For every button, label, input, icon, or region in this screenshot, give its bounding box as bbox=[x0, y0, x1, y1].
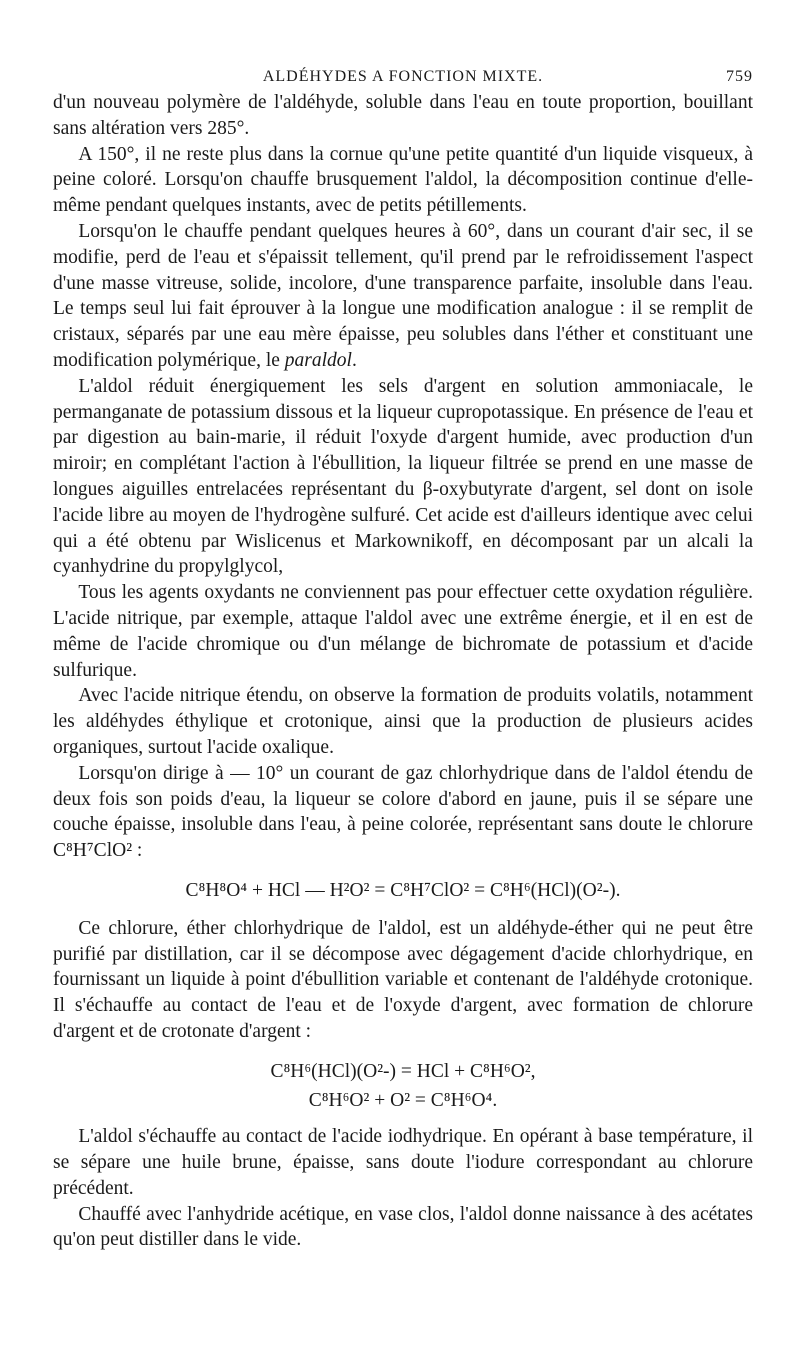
paragraph: Tous les agents oxydants ne conviennent pas pour effectuer cette oxydation régulière. L'acide nitrique, par exemple, attaque l'aldol avec une extrême énergie, et il en est de même de l'acide chromique ou d'un mélange de bichromate de potassium et d'acide sulfurique. bbox=[53, 582, 753, 681]
paragraph: Lorsqu'on dirige à — 10° un courant de gaz chlorhydrique dans de l'aldol étendu de deux fois son poids d'eau, la liqueur se colore d'abord en jaune, puis il se sépare une couche épaisse, insoluble dans l'eau, à peine colorée, représentant sans doute le chlorure C⁸H⁷ClO² : bbox=[53, 762, 753, 862]
paragraph-text: Lorsqu'on le chauffe pendant quelques heures à 60°, dans un courant d'air sec, il se modifie, perd de l'eau et s'épaissit tellement, qu'il prend par le refroidissement l'aspect d'une masse vitreuse, solide, incolore, d'une transparence parfaite, insoluble dans l'eau. Le temps seul lui fait éprouver à la longue une modification analogue : il se remplit de cristaux, séparés par une eau mère épaisse, peu solubles dans l'éther et constituant une modification polymérique, le bbox=[53, 220, 753, 371]
body-text bbox=[53, 90, 753, 1253]
paragraph: d'un nouveau polymère de l'aldéhyde, soluble dans l'eau en toute proportion, bouillant sans altération vers 285°. bbox=[53, 92, 753, 139]
page-number: 759 bbox=[726, 68, 753, 85]
paragraph: Ce chlorure, éther chlorhydrique de l'aldol, est un aldéhyde-éther qui ne peut être purifié par distillation, car il se décompose avec dégagement d'acide chlorhydrique, en fournissant un liquide à point d'ébullition variable et contenant de l'aldéhyde crotonique. Il s'échauffe au contact de l'eau et de l'oxyde d'argent, avec formation de chlorure d'argent et de crotonate d'argent : bbox=[53, 917, 753, 1042]
chemical-formula: C⁸H⁸O⁴ + HCl — H²O² = C⁸H⁷ClO² = C⁸H⁶(HCl)(O²-). bbox=[185, 879, 621, 901]
book-page bbox=[53, 60, 753, 1253]
paragraph-text: . bbox=[351, 349, 357, 371]
italic-term: paraldol bbox=[284, 349, 352, 371]
paragraph: Avec l'acide nitrique étendu, on observe la formation de produits volatils, notamment les aldéhydes éthylique et crotonique, ainsi que la production de plusieurs acides organiques, surtout l'acide oxalique. bbox=[53, 685, 753, 758]
paragraph bbox=[53, 219, 753, 374]
paragraph: A 150°, il ne reste plus dans la cornue qu'une petite quantité d'un liquide visqueux, à peine coloré. Lorsqu'on chauffe brusquement l'aldol, la décomposition continue d'elle-même pendant quelques instants, avec de petits pétillements. bbox=[53, 143, 753, 217]
paragraph: L'aldol réduit énergiquement les sels d'argent en solution ammoniacale, le permanganate de potassium dissous et la liqueur cupropotassique. En présence de l'eau et par digestion au bain-marie, il réduit l'oxyde d'argent humide, avec production d'un miroir; en complétant l'action à l'ébullition, la liqueur filtrée se prend en une masse de longues aiguilles entrelacées représentant du β-oxybutyrate d'argent, sel dont on isole l'acide libre au moyen de l'hydrogène sulfuré. Cet acide est d'ailleurs identique avec celui qui a été obtenu par Wislicenus et Markownikoff, en décomposant par un alcali la cyanhydrine du propylglycol, bbox=[53, 375, 753, 578]
running-title: ALDÉHYDES A FONCTION MIXTE. bbox=[262, 68, 544, 85]
chemical-formula: C⁸H⁶O² + O² = C⁸H⁶O⁴. bbox=[308, 1090, 498, 1112]
running-header bbox=[53, 60, 753, 90]
chemical-formula: C⁸H⁶(HCl)(O²-) = HCl + C⁸H⁶O², bbox=[270, 1060, 536, 1082]
paragraph: L'aldol s'échauffe au contact de l'acide iodhydrique. En opérant à base température, il se sépare une huile brune, épaisse, sans doute l'iodure correspondant au chlorure précédent. bbox=[53, 1126, 753, 1199]
paragraph: Chauffé avec l'anhydride acétique, en vase clos, l'aldol donne naissance à des acétates qu'on peut distiller dans le vide. bbox=[53, 1203, 753, 1251]
